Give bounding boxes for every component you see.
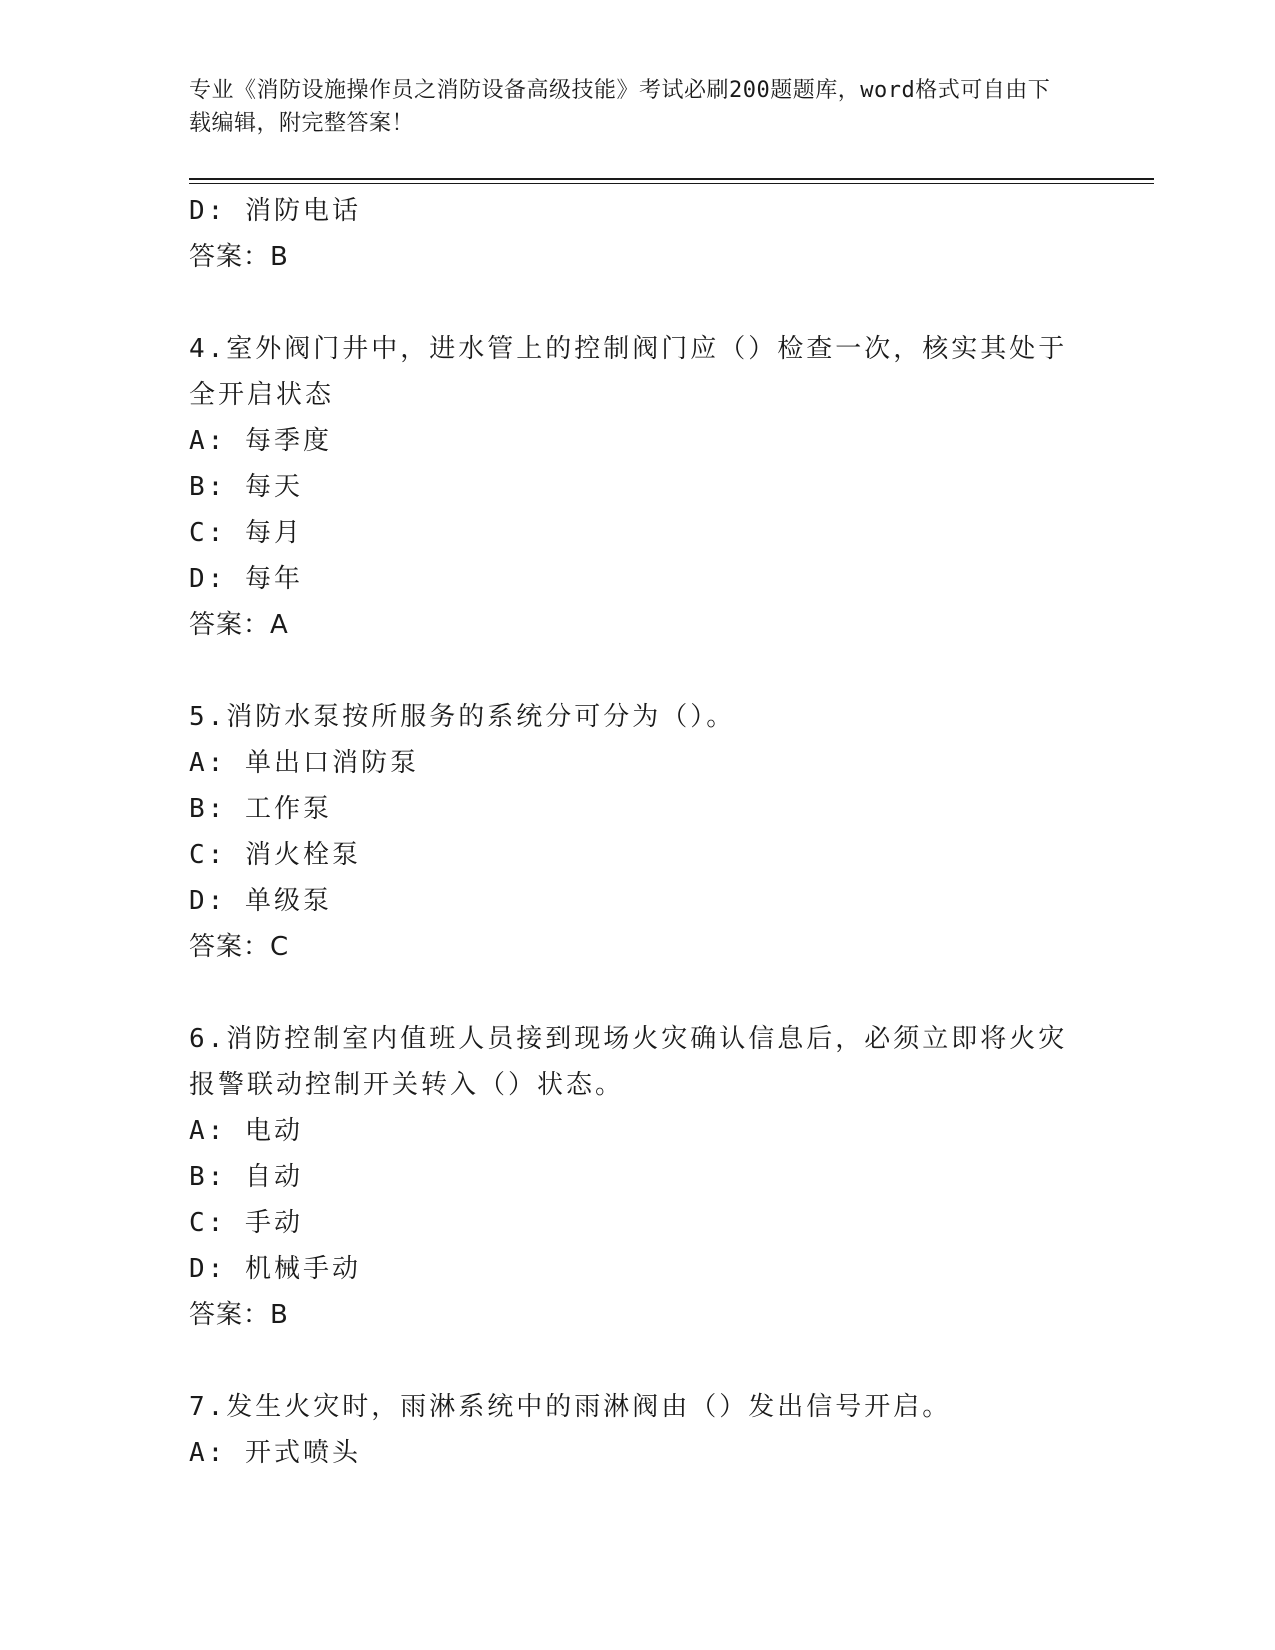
option-c: C: 每月 (189, 518, 303, 548)
option-a: A: 每季度 (189, 426, 332, 456)
option-b: B: 工作泵 (189, 794, 332, 824)
option-d: D: 机械手动 (189, 1254, 361, 1284)
spacer (189, 970, 1089, 1016)
question-stem-continued: 全开启状态 (189, 380, 335, 410)
option-d: D: 消防电话 (189, 196, 361, 226)
spacer (189, 648, 1089, 694)
answer: 答案：B (189, 1300, 289, 1330)
option-d: D: 单级泵 (189, 886, 332, 916)
spacer (189, 1338, 1089, 1384)
option-a: A: 单出口消防泵 (189, 748, 419, 778)
header-divider-thick (189, 178, 1154, 180)
question-list (189, 188, 1089, 1476)
spacer (189, 280, 1089, 326)
option-a: A: 电动 (189, 1116, 303, 1146)
header-divider-thin (189, 183, 1154, 184)
option-b: B: 自动 (189, 1162, 303, 1192)
option-c: C: 消火栓泵 (189, 840, 361, 870)
option-a: A: 开式喷头 (189, 1438, 361, 1468)
option-b: B: 每天 (189, 472, 303, 502)
page-header: 专业《消防设施操作员之消防设备高级技能》考试必刷200题题库，word格式可自由下载编辑，附完整答案！ (189, 78, 1051, 136)
option-d: D: 每年 (189, 564, 303, 594)
question-stem-continued: 报警联动控制开关转入（）状态。 (189, 1070, 625, 1100)
answer: 答案：A (189, 610, 289, 640)
question-stem: 6.消防控制室内值班人员接到现场火灾确认信息后，必须立即将火灾 (189, 1024, 1068, 1054)
question-stem: 4.室外阀门井中，进水管上的控制阀门应（）检查一次，核实其处于 (189, 334, 1068, 364)
question-stem: 5.消防水泵按所服务的系统分可分为（）。 (189, 702, 736, 732)
question-stem: 7.发生火灾时，雨淋系统中的雨淋阀由（）发出信号开启。 (189, 1392, 952, 1422)
option-c: C: 手动 (189, 1208, 303, 1238)
answer: 答案：B (189, 242, 289, 272)
answer: 答案：C (189, 932, 290, 962)
